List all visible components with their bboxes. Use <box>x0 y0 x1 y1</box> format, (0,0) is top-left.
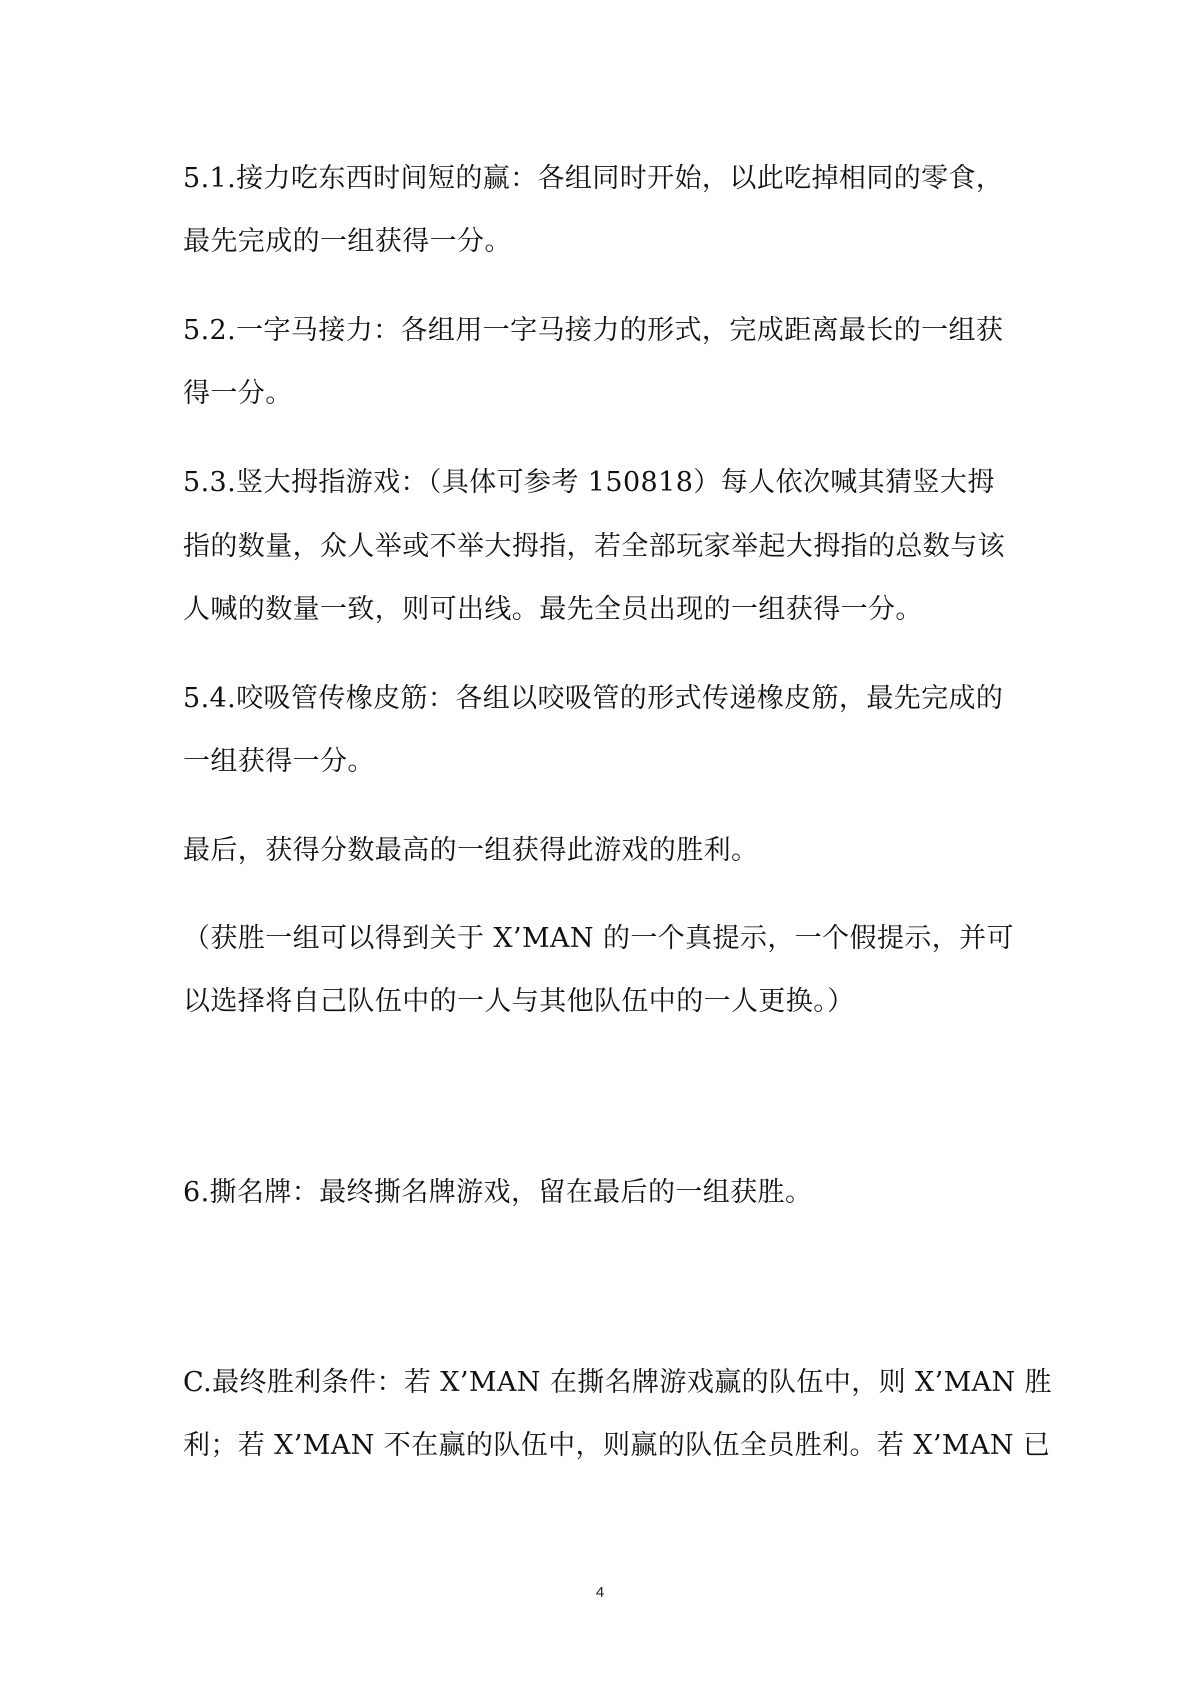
rule-5-4-line-2: 一组获得一分。 <box>183 746 375 777</box>
rule-5-1-line-2: 最先完成的一组获得一分。 <box>183 226 512 257</box>
rule-5-3-line-2: 指的数量，众人举或不举大拇指，若全部玩家举起大拇指的总数与该 <box>183 531 1005 562</box>
rule-5-4-line-1: 5.4.咬吸管传橡皮筋：各组以咬吸管的形式传递橡皮筋，最先完成的 <box>183 683 1004 714</box>
rule-5-1-line-1: 5.1.接力吃东西时间短的赢：各组同时开始，以此吃掉相同的零食， <box>183 163 1004 194</box>
winner-reward-line-2: 以选择将自己队伍中的一人与其他队伍中的一人更换。） <box>183 986 855 1017</box>
rule-c-line-1: C.最终胜利条件：若 X’MAN 在撕名牌游戏赢的队伍中，则 X’MAN 胜 <box>183 1367 1052 1398</box>
rule-5-2-line-2: 得一分。 <box>183 378 293 409</box>
winner-reward-line-1: （获胜一组可以得到关于 X’MAN 的一个真提示，一个假提示，并可 <box>183 923 1014 954</box>
rule-5-2-line-1: 5.2.一字马接力：各组用一字马接力的形式，完成距离最长的一组获 <box>183 315 1004 346</box>
page-number: 4 <box>595 1584 605 1601</box>
final-score-line: 最后，获得分数最高的一组获得此游戏的胜利。 <box>183 835 759 866</box>
rule-5-3-line-1: 5.3.竖大拇指游戏：（具体可参考 150818）每人依次喊其猜竖大拇 <box>183 467 995 498</box>
rule-5-3-line-3: 人喊的数量一致，则可出线。最先全员出现的一组获得一分。 <box>183 594 923 625</box>
rule-c-line-2: 利；若 X’MAN 不在赢的队伍中，则赢的队伍全员胜利。若 X’MAN 已 <box>183 1430 1051 1461</box>
rule-6-line: 6.撕名牌：最终撕名牌游戏，留在最后的一组获胜。 <box>183 1177 813 1208</box>
